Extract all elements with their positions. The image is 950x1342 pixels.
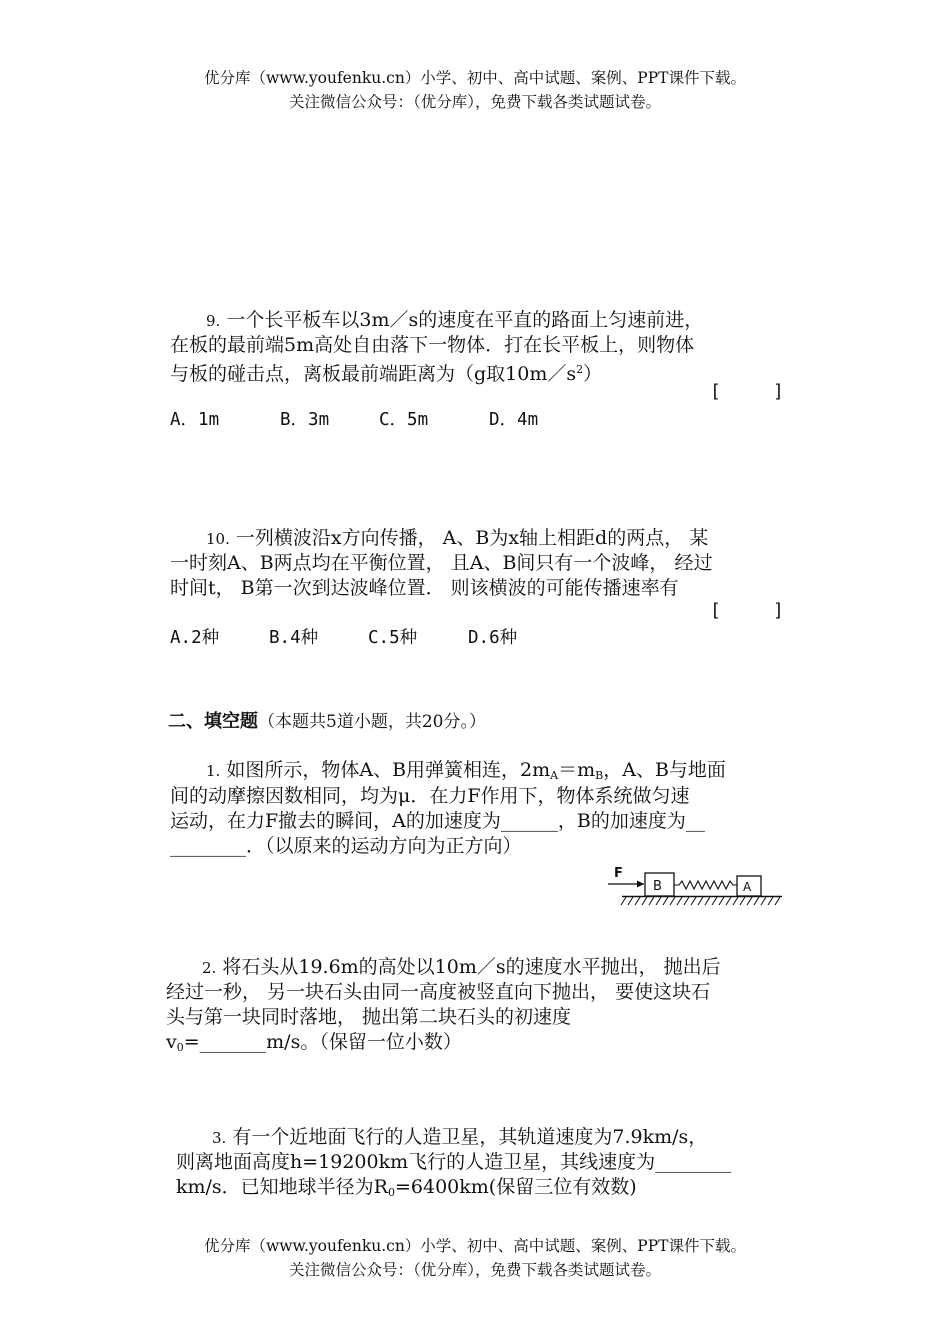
question-9-option-b[interactable]: B．3m xyxy=(280,410,330,430)
question-9-line-1 xyxy=(206,307,703,334)
question-9-text-1: 一个长平板车以3m／s的速度在平直的路面上匀速前进， xyxy=(226,309,704,331)
question-10-line-1 xyxy=(206,525,708,552)
fill-2-line-3: 头与第一块同时落地， 抛出第二块石头的初速度 xyxy=(166,1006,572,1028)
question-9-text-3: 与板的碰击点，离板最前端距离为（g取10m／s xyxy=(170,363,577,385)
question-9-exponent: 2 xyxy=(576,363,584,376)
question-10-option-c[interactable]: C.5种 xyxy=(368,628,418,648)
question-9-line-2: 在板的最前端5m高处自由落下一物体．打在长平板上，则物体 xyxy=(170,334,695,356)
fill-1-text-1a: 如图所示，物体A、B用弹簧相连，2m xyxy=(226,759,551,781)
question-9-option-a[interactable]: A．1m xyxy=(170,410,220,430)
block-b-label: B xyxy=(653,879,662,894)
section-2-note: （本题共5道小题，共20分。） xyxy=(258,712,486,732)
fill-3-number: 3. xyxy=(212,1129,227,1147)
footer-ad-line-1: 优分库（www.youfenku.cn）小学、初中、高中试题、案例、PPT课件下载。 xyxy=(203,1237,747,1255)
question-9-option-c[interactable]: C．5m xyxy=(379,410,429,430)
fill-3-line-3 xyxy=(176,1174,637,1206)
question-10-option-b[interactable]: B.4种 xyxy=(269,628,319,648)
fill-3-line-2: 则离地面高度h=19200km飞行的人造卫星，其线速度为________ xyxy=(176,1151,732,1173)
fill-3-line-1 xyxy=(212,1124,707,1151)
fill-3-text-1: 有一个近地面飞行的人造卫星，其轨道速度为7.9km/s， xyxy=(232,1126,708,1148)
question-9-text-3-end: ） xyxy=(583,363,603,385)
fill-1-text-1b: ＝m xyxy=(558,759,596,781)
fill-3-subscript: 0 xyxy=(388,1186,395,1199)
question-10-option-a[interactable]: A.2种 xyxy=(170,628,220,648)
question-10-line-3: 时间t， B第一次到达波峰位置． 则该横波的可能传播速率有 xyxy=(170,577,679,599)
fill-1-number: 1. xyxy=(206,762,221,780)
fill-1-subscript-b: B xyxy=(595,769,604,782)
fill-2-subscript: 0 xyxy=(176,1041,184,1054)
force-arrowhead-icon xyxy=(637,881,644,888)
question-10-answer-bracket-close: ] xyxy=(773,600,784,621)
footer-ad-line-2: 关注微信公众号：（优分库），免费下载各类试题试卷。 xyxy=(288,1261,661,1279)
block-a-label: A xyxy=(743,880,752,894)
force-label: F xyxy=(614,866,623,881)
question-10-line-2: 一时刻A、B两点均在平衡位置， 且A、B间只有一个波峰， 经过 xyxy=(170,552,713,574)
fill-1-line-4: ________．（以原来的运动方向为正方向） xyxy=(170,835,522,857)
question-9-answer-bracket-open: [ xyxy=(710,381,721,402)
fill-2-text-4b: =_______m/s。（保留一位小数） xyxy=(183,1031,462,1053)
spring xyxy=(674,881,737,889)
question-10-answer-bracket-open: [ xyxy=(710,600,721,621)
section-2-title: 二、填空题 xyxy=(168,711,258,732)
ground-hatching xyxy=(621,897,780,905)
question-9-line-3 xyxy=(170,357,602,387)
fill-2-text-4a: v xyxy=(166,1031,177,1053)
question-9-answer-bracket-close: ] xyxy=(773,381,784,402)
header-ad-line-2: 关注微信公众号：（优分库），免费下载各类试题试卷。 xyxy=(288,93,661,111)
fill-3-text-3a: km/s．已知地球半径为R xyxy=(176,1176,388,1198)
fill-2-line-4 xyxy=(166,1029,462,1061)
fill-2-line-1 xyxy=(202,954,721,981)
question-10-option-d[interactable]: D.6种 xyxy=(468,628,518,648)
question-10-number: 10. xyxy=(206,530,230,548)
question-9-option-d[interactable]: D．4m xyxy=(489,410,539,430)
section-2-heading xyxy=(168,708,486,735)
header-ad-line-1: 优分库（www.youfenku.cn）小学、初中、高中试题、案例、PPT课件下载。 xyxy=(203,69,747,87)
question-10-text-1: 一列横波沿x方向传播， A、B为x轴上相距d的两点， 某 xyxy=(235,527,709,549)
fill-2-text-1: 将石头从19.6m的高处以10m／s的速度水平抛出， 抛出后 xyxy=(222,956,721,978)
question-9-number: 9. xyxy=(206,312,221,330)
fill-1-line-3: 运动，在力F撤去的瞬间，A的加速度为______，B的加速度为__ xyxy=(170,810,705,832)
fill-1-text-1c: ，A、B与地面 xyxy=(603,759,726,781)
fill-1-line-2: 间的动摩擦因数相同，均为μ．在力F作用下，物体系统做匀速 xyxy=(170,785,690,807)
fill-2-line-2: 经过一秒， 另一块石头由同一高度被竖直向下抛出， 要使这块石 xyxy=(166,981,711,1003)
fill-2-number: 2. xyxy=(202,959,217,977)
fill-3-text-3b: =6400km(保留三位有效数) xyxy=(395,1176,637,1198)
fill-1-subscript-a: A xyxy=(550,769,559,782)
spring-blocks-figure xyxy=(600,860,790,908)
